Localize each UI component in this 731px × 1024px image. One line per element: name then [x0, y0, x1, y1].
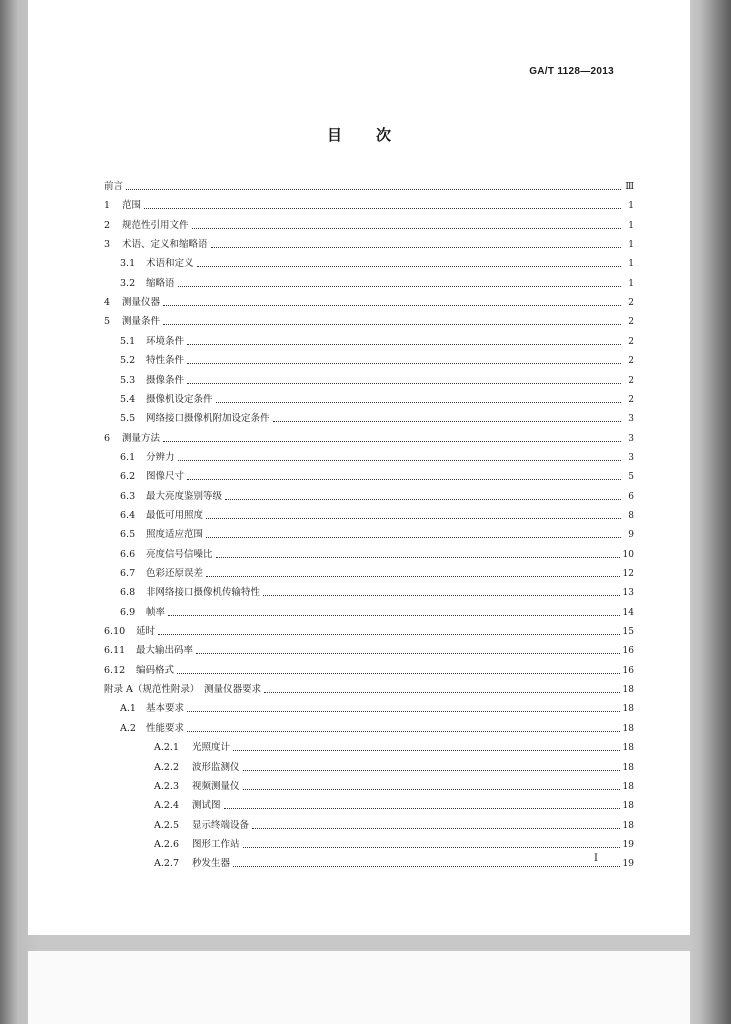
toc-entry[interactable] [104, 721, 634, 737]
toc-entry-label: 最大输出码率 [136, 645, 194, 657]
toc-entry-page: 6 [628, 491, 634, 502]
toc-entry-number: 6.5 [120, 529, 136, 541]
toc-leader-dots [178, 459, 621, 461]
toc-leader-dots [187, 343, 621, 345]
toc-entry-page: 16 [622, 665, 634, 676]
toc-entry-page: 18 [622, 801, 634, 812]
toc-entry-number: A.2.1 [154, 742, 179, 754]
toc-entry-number: 3 [104, 239, 111, 251]
toc-leader-dots [225, 498, 621, 500]
toc-entry[interactable] [104, 276, 634, 292]
toc-entry[interactable] [104, 798, 634, 814]
toc-entry-number: 6.7 [120, 568, 136, 579]
toc-entry-label: 分辨力 [146, 451, 175, 463]
toc-leader-dots [168, 614, 620, 616]
toc-entry[interactable] [104, 373, 634, 389]
toc-entry-label: 光照度计 [192, 742, 231, 754]
toc-entry-number: 6.11 [104, 645, 126, 657]
toc-entry-number: 5 [104, 316, 111, 328]
next-page [28, 951, 690, 1024]
toc-entry[interactable] [104, 314, 634, 330]
toc-entry-number: 5.5 [120, 413, 136, 425]
toc-entry-number: 5.3 [120, 374, 136, 386]
toc-leader-dots [126, 188, 621, 190]
toc-entry-page: 3 [628, 452, 634, 463]
toc-entry-number: A.2.4 [154, 800, 179, 812]
toc-leader-dots [211, 246, 621, 248]
toc-leader-dots [196, 652, 620, 654]
toc-entry-label: 缩略语 [146, 277, 175, 289]
toc-entry-page: 13 [622, 588, 634, 599]
toc-entry-label: 规范性引用文件 [122, 219, 189, 231]
toc-entry-page: 15 [622, 627, 634, 638]
toc-entry[interactable] [104, 469, 634, 485]
toc-entry-label: 术语和定义 [146, 258, 194, 270]
toc-entry-number: 6 [104, 432, 111, 444]
toc-entry-page: 18 [622, 762, 634, 773]
toc-entry[interactable] [104, 682, 634, 698]
toc-leader-dots [243, 769, 620, 771]
toc-leader-dots [163, 323, 621, 325]
toc-entry-page: 2 [628, 394, 634, 405]
toc-entry-label: 延时 [136, 626, 156, 638]
toc-entry-page: 9 [628, 530, 634, 541]
toc-entry-page: 3 [628, 433, 634, 444]
toc-entry-label: 最低可用照度 [146, 509, 204, 521]
toc-entry-page: 1 [628, 278, 634, 289]
toc-entry-number: A.2.7 [154, 858, 179, 870]
toc-entry[interactable] [104, 218, 634, 234]
toc-entry-number: 5.1 [120, 335, 136, 347]
toc-entry-number: 6.3 [120, 490, 136, 502]
toc-entry[interactable] [104, 489, 634, 505]
toc-entry-label: 环境条件 [146, 335, 185, 347]
toc-entry-page: 2 [628, 356, 634, 367]
toc-entry-number: 3.1 [120, 258, 136, 270]
standard-code: GA/T 1128—2013 [529, 66, 614, 77]
toc-entry-page: 1 [628, 240, 634, 251]
toc-entry[interactable] [104, 527, 634, 543]
toc-entry[interactable] [104, 237, 634, 253]
toc-leader-dots [178, 285, 621, 287]
toc-entry[interactable] [104, 605, 634, 621]
toc-leader-dots [187, 382, 621, 384]
toc-entry-label: 视频测量仪 [192, 780, 240, 792]
toc-entry-number: A.2 [120, 722, 136, 734]
toc-entry-page: 2 [628, 336, 634, 347]
toc-entry-number: A.2.6 [154, 838, 179, 850]
toc-entry-page: 1 [628, 259, 634, 270]
toc-leader-dots [187, 730, 620, 732]
toc-entry-page: 2 [628, 375, 634, 386]
toc-leader-dots [233, 865, 620, 867]
toc-entry[interactable] [104, 295, 634, 311]
toc-leader-dots [158, 633, 620, 635]
toc-entry-label: 照度适应范围 [146, 529, 204, 541]
toc-entry[interactable] [104, 760, 634, 776]
toc-entry-page: 18 [622, 704, 634, 715]
toc-leader-dots [206, 517, 621, 519]
toc-leader-dots [163, 304, 621, 306]
toc-entry-page: 16 [622, 646, 634, 657]
toc-entry-number: A.2.5 [154, 819, 179, 831]
toc-entry-label: 测量方法 [122, 432, 161, 444]
page-number: I [594, 853, 598, 864]
toc-entry-number: A.2.2 [154, 761, 179, 773]
toc-entry-label: 网络接口摄像机附加设定条件 [146, 413, 270, 425]
toc-entry-page: 5 [628, 472, 634, 483]
toc-entry-number: 4 [104, 297, 111, 309]
toc-entry-page: 14 [622, 607, 634, 618]
toc-entry-label: 摄像机设定条件 [146, 393, 213, 405]
toc-entry[interactable] [104, 392, 634, 408]
toc-entry[interactable] [104, 547, 634, 563]
toc-entry-label: 编码格式 [136, 664, 175, 676]
toc-entry[interactable] [104, 585, 634, 601]
toc-entry-number: 6.6 [120, 548, 136, 560]
toc-entry-label: 测试图 [192, 800, 221, 812]
toc-leader-dots [177, 672, 620, 674]
toc-entry-label: 范围 [122, 200, 142, 212]
toc-entry[interactable] [104, 740, 634, 756]
toc-entry-page: 18 [622, 781, 634, 792]
toc-entry[interactable] [104, 701, 634, 717]
toc-entry-page: Ⅲ [625, 182, 634, 192]
toc-entry-label: 性能要求 [146, 722, 185, 734]
toc-entry-page: 19 [622, 839, 634, 850]
toc-entry-number: 6.9 [120, 606, 136, 618]
toc-entry[interactable] [104, 818, 634, 834]
toc-entry-page: 1 [628, 220, 634, 231]
toc-entry-label: 图形工作站 [192, 838, 240, 850]
toc-entry-page: 2 [628, 298, 634, 309]
toc-entry-page: 2 [628, 317, 634, 328]
toc-entry[interactable] [104, 624, 634, 640]
toc-leader-dots [252, 827, 620, 829]
toc-leader-dots [163, 440, 621, 442]
toc-entry-number: 6.2 [120, 471, 136, 483]
toc-leader-dots [243, 788, 620, 790]
toc-entry-number: 6.12 [104, 664, 126, 676]
toc-leader-dots [216, 556, 620, 558]
toc-entry-label: 帧率 [146, 606, 166, 618]
toc-entry[interactable] [104, 508, 634, 524]
toc-leader-dots [187, 710, 620, 712]
toc-entry-label: 非网络接口摄像机传输特性 [146, 587, 261, 599]
toc-entry-label: 色彩还原误差 [146, 568, 204, 579]
toc-entry-number: 2 [104, 219, 111, 231]
toc-entry-number: 6.4 [120, 509, 136, 521]
toc-entry[interactable] [104, 856, 634, 872]
toc-entry-page: 19 [622, 859, 634, 870]
toc-entry-label: 附录 A（规范性附录） 测量仪器要求 [104, 684, 262, 696]
toc-entry-number: 3.2 [120, 277, 136, 289]
toc-entry-label: 图像尺寸 [146, 471, 185, 483]
page-title: 目次 [326, 126, 425, 144]
toc-leader-dots [273, 420, 621, 422]
toc-entry-label: 前言 [104, 181, 124, 192]
toc-entry[interactable] [104, 411, 634, 427]
toc-leader-dots [243, 846, 620, 848]
toc-leader-dots [206, 575, 620, 577]
toc-entry-number: 6.10 [104, 626, 126, 638]
toc-entry[interactable] [104, 179, 634, 195]
toc-entry-page: 3 [628, 414, 634, 425]
toc-entry-page: 18 [622, 685, 634, 696]
toc-entry-number: A.1 [120, 703, 136, 715]
toc-leader-dots [187, 362, 621, 364]
toc-leader-dots [192, 227, 621, 229]
toc-entry-label: 摄像条件 [146, 374, 185, 386]
toc-leader-dots [264, 691, 619, 693]
toc-entry-label: 测量仪器 [122, 297, 161, 309]
toc-entry-number: 5.2 [120, 355, 136, 367]
toc-leader-dots [263, 594, 620, 596]
toc-leader-dots [197, 265, 621, 267]
toc-leader-dots [187, 478, 621, 480]
toc-entry-label: 特性条件 [146, 355, 185, 367]
toc-entry-page: 8 [628, 510, 634, 521]
toc-entry-label: 测量条件 [122, 316, 161, 328]
toc-leader-dots [216, 401, 621, 403]
toc-entry-page: 18 [622, 820, 634, 831]
toc-entry-number: A.2.3 [154, 780, 179, 792]
toc-entry-number: 6.1 [120, 451, 136, 463]
toc-entry-number: 5.4 [120, 393, 136, 405]
toc-entry-page: 18 [622, 743, 634, 754]
toc-entry[interactable] [104, 663, 634, 679]
toc-entry[interactable] [104, 566, 634, 582]
toc-leader-dots [206, 536, 621, 538]
toc-entry-page: 18 [622, 723, 634, 734]
toc-entry-label: 基本要求 [146, 703, 185, 715]
toc-leader-dots [224, 807, 620, 809]
toc-entry-number: 1 [104, 200, 111, 212]
toc-leader-dots [144, 207, 621, 209]
toc-entry-label: 亮度信号信噪比 [146, 548, 213, 560]
document-page [28, 0, 690, 935]
toc-entry[interactable] [104, 198, 634, 214]
toc-entry[interactable] [104, 837, 634, 853]
toc-entry-label: 术语、定义和缩略语 [122, 239, 208, 251]
toc-entry[interactable] [104, 431, 634, 447]
toc-entry-label: 最大亮度鉴别等级 [146, 490, 223, 502]
toc-entry[interactable] [104, 256, 634, 272]
toc-entry-label: 波形监测仪 [192, 761, 240, 773]
toc-entry-page: 10 [622, 549, 634, 560]
toc-entry[interactable] [104, 353, 634, 369]
toc-entry-page: 12 [622, 569, 634, 579]
toc-entry-number: 6.8 [120, 587, 136, 599]
toc-entry-label: 显示终端设备 [192, 819, 250, 831]
toc-entry[interactable] [104, 334, 634, 350]
toc-entry[interactable] [104, 779, 634, 795]
toc-entry[interactable] [104, 450, 634, 466]
toc-entry[interactable] [104, 643, 634, 659]
toc-entry-label: 秒发生器 [192, 858, 231, 870]
toc-entry-page: 1 [628, 201, 634, 212]
toc-leader-dots [233, 749, 620, 751]
